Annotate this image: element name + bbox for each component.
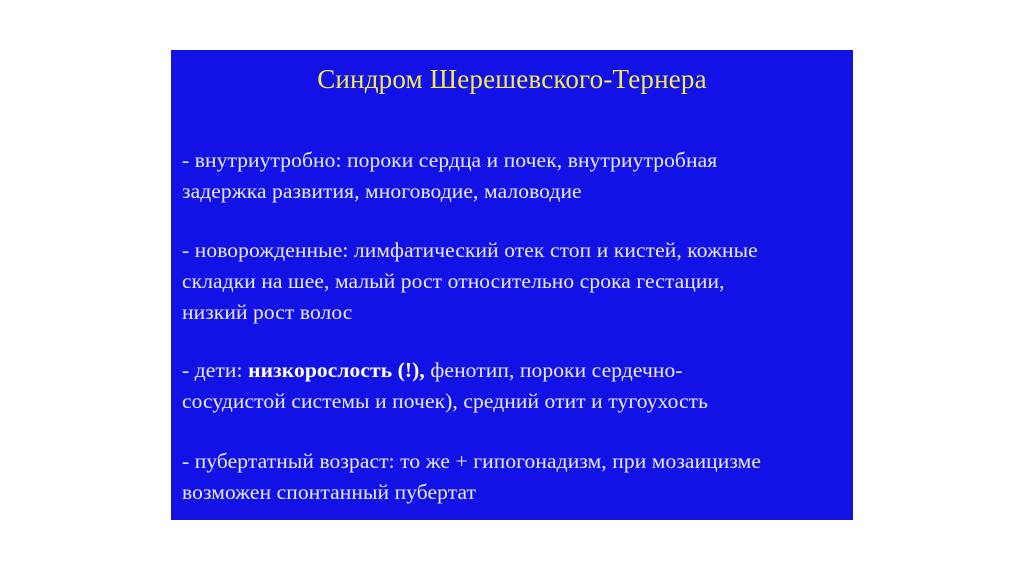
paragraph-prenatal	[182, 145, 847, 207]
paragraph-prenatal-line-2: задержка развития, многоводие, маловодие	[182, 179, 582, 203]
presentation-slide	[171, 50, 853, 520]
paragraph-children-bold-emphasis: низкорослость (!),	[248, 358, 425, 382]
paragraph-children-prefix: - дети:	[182, 358, 249, 382]
paragraph-children-suffix: фенотип, пороки сердечно-	[424, 358, 683, 382]
paragraph-puberty-line-1: - пубертатный возраст: то же + гипогонадизм, при мозаицизме	[182, 449, 762, 473]
paragraph-newborn-line-3: низкий рост волос	[182, 300, 353, 324]
paragraph-newborn	[182, 235, 847, 328]
paragraph-puberty	[182, 446, 847, 508]
paragraph-children	[182, 355, 847, 417]
paragraph-newborn-line-1: - новорожденные: лимфатический отек стоп и кистей, кожные	[182, 238, 758, 262]
paragraph-prenatal-line-1: - внутриутробно: пороки сердца и почек, внутриутробная	[182, 148, 718, 172]
slide-title: Синдром Шерешевского-Тернера	[317, 64, 707, 94]
paragraph-puberty-line-2: возможен спонтанный пубертат	[182, 480, 477, 504]
paragraph-children-line-1	[182, 355, 847, 386]
paragraph-children-line-2: сосудистой системы и почек), средний отит и тугоухость	[182, 389, 709, 413]
paragraph-newborn-line-2: складки на шее, малый рост относительно срока гестации,	[182, 269, 725, 293]
